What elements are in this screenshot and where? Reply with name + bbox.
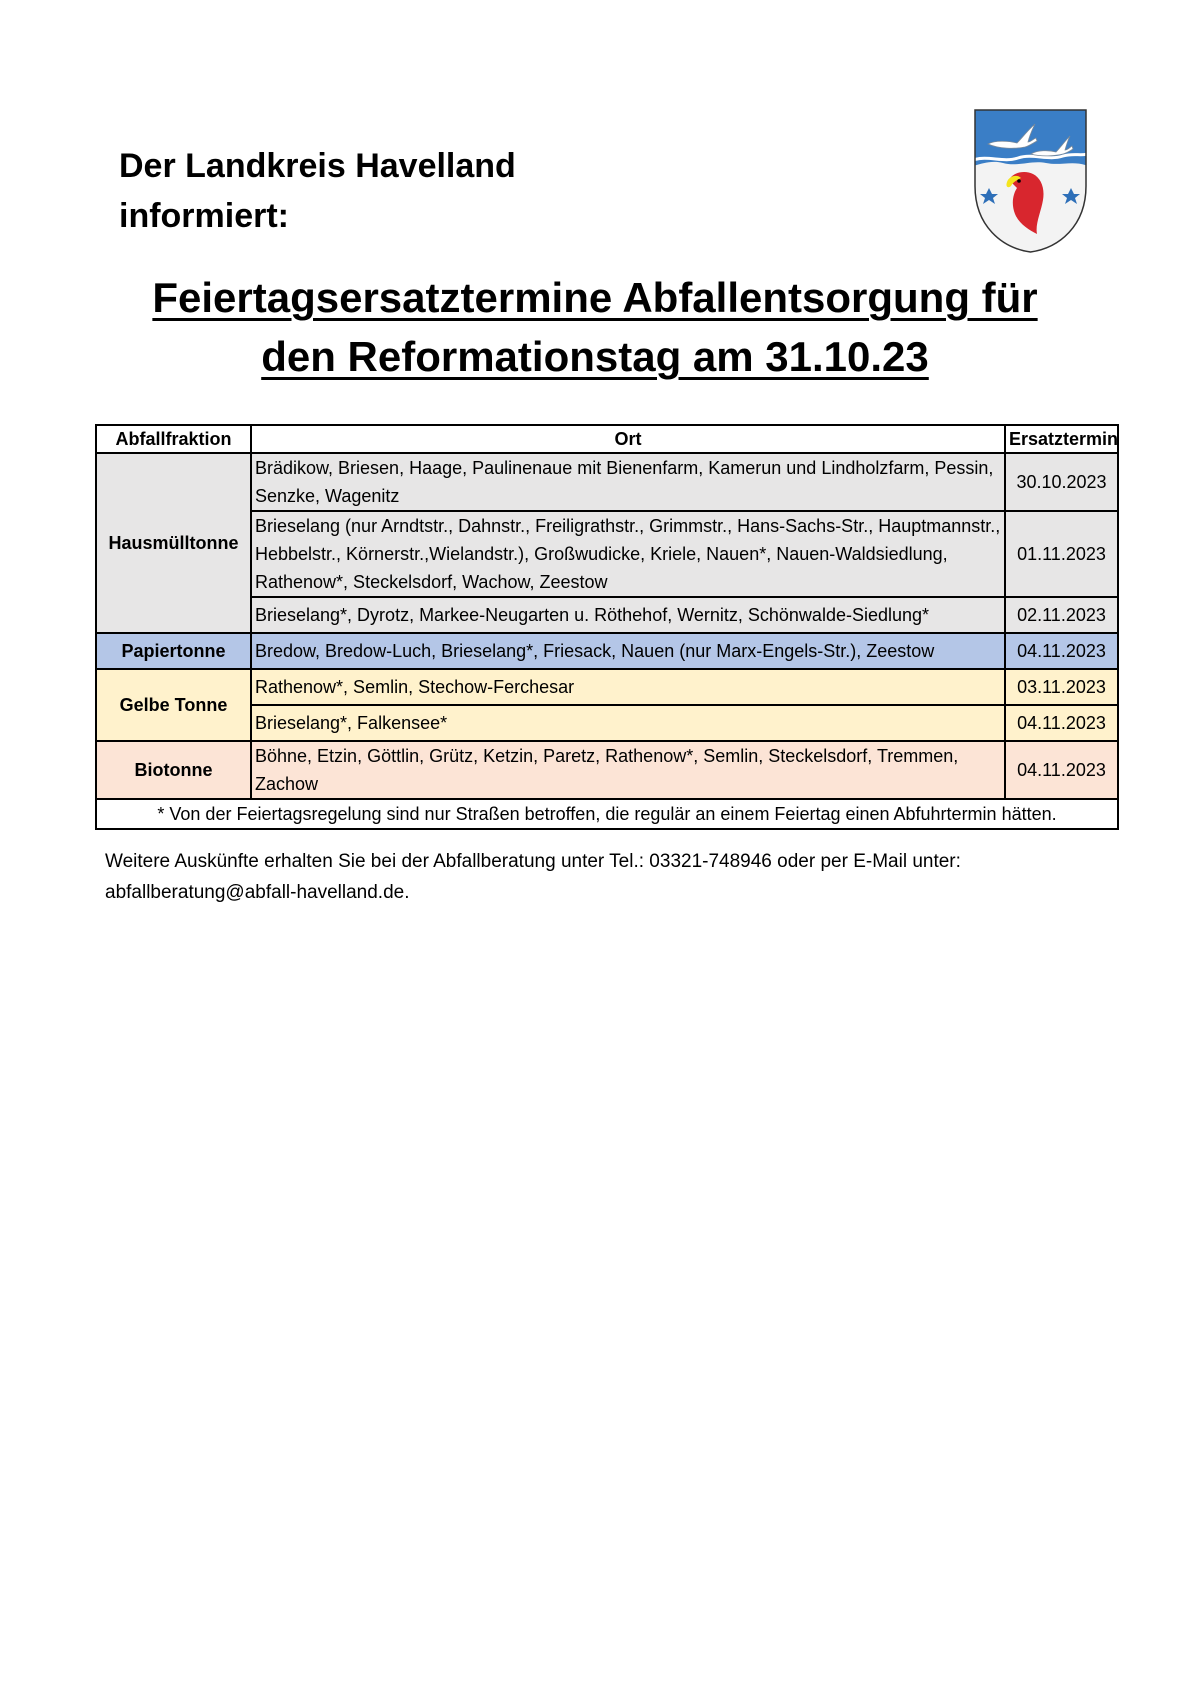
main-title-line-1: Feiertagsersatztermine Abfallentsorgung für (152, 274, 1038, 321)
table-row (96, 669, 1118, 705)
date-cell: 30.10.2023 (1005, 453, 1118, 511)
ort-cell: Brieselang (nur Arndtstr., Dahnstr., Freiligrathstr., Grimmstr., Hans-Sachs-Str., Hauptmannstr., Hebbelstr., Körnerstr.,Wielandstr.), Großwudicke, Kriele, Nauen*, Nauen-Waldsiedlung, Rathenow*, Steckelsdorf, Wachow, Zeestow (251, 511, 1005, 597)
ort-cell: Bredow, Bredow-Luch, Brieselang*, Friesack, Nauen (nur Marx-Engels-Str.), Zeestow (251, 633, 1005, 669)
date-cell: 04.11.2023 (1005, 741, 1118, 799)
ort-cell: Brädikow, Briesen, Haage, Paulinenaue mit Bienenfarm, Kamerun und Lindholzfarm, Pessin, Senzke, Wagenitz (251, 453, 1005, 511)
ort-cell: Brieselang*, Falkensee* (251, 705, 1005, 741)
header-line-2: informiert: (119, 197, 289, 235)
schedule-table (95, 424, 1119, 830)
fraction-cell: Hausmülltonne (96, 453, 251, 633)
fraction-cell: Papiertonne (96, 633, 251, 669)
main-title-line-2: den Reformationstag am 31.10.23 (261, 333, 929, 380)
footnote-row (96, 799, 1118, 829)
contact-email: abfallberatung@abfall-havelland.de. (105, 882, 410, 903)
fraction-cell: Biotonne (96, 741, 251, 799)
column-header: Ort (251, 425, 1005, 453)
date-cell: 04.11.2023 (1005, 705, 1118, 741)
footnote: * Von der Feiertagsregelung sind nur Straßen betroffen, die regulär an einem Feiertag einen Abfuhrtermin hätten. (96, 799, 1118, 829)
coat-of-arms-icon (973, 108, 1088, 254)
table-row (96, 453, 1118, 511)
table-row (96, 633, 1118, 669)
fraction-cell: Gelbe Tonne (96, 669, 251, 741)
date-cell: 01.11.2023 (1005, 511, 1118, 597)
date-cell: 03.11.2023 (1005, 669, 1118, 705)
header-title (119, 141, 516, 241)
contact-line-1: Weitere Auskünfte erhalten Sie bei der Abfallberatung unter Tel.: 03321-748946 oder per E-Mail unter: (105, 851, 961, 872)
column-header: Ersatztermin (1005, 425, 1118, 453)
date-cell: 02.11.2023 (1005, 597, 1118, 633)
header-line-1: Der Landkreis Havelland (119, 147, 516, 185)
table-row (96, 741, 1118, 799)
main-title (60, 268, 1130, 386)
ort-cell: Rathenow*, Semlin, Stechow-Ferchesar (251, 669, 1005, 705)
table-header-row (96, 425, 1118, 453)
ort-cell: Böhne, Etzin, Göttlin, Grütz, Ketzin, Paretz, Rathenow*, Semlin, Steckelsdorf, Tremmen, Zachow (251, 741, 1005, 799)
date-cell: 04.11.2023 (1005, 633, 1118, 669)
ort-cell: Brieselang*, Dyrotz, Markee-Neugarten u. Röthehof, Wernitz, Schönwalde-Siedlung* (251, 597, 1005, 633)
contact-info (105, 846, 1115, 908)
column-header: Abfallfraktion (96, 425, 251, 453)
